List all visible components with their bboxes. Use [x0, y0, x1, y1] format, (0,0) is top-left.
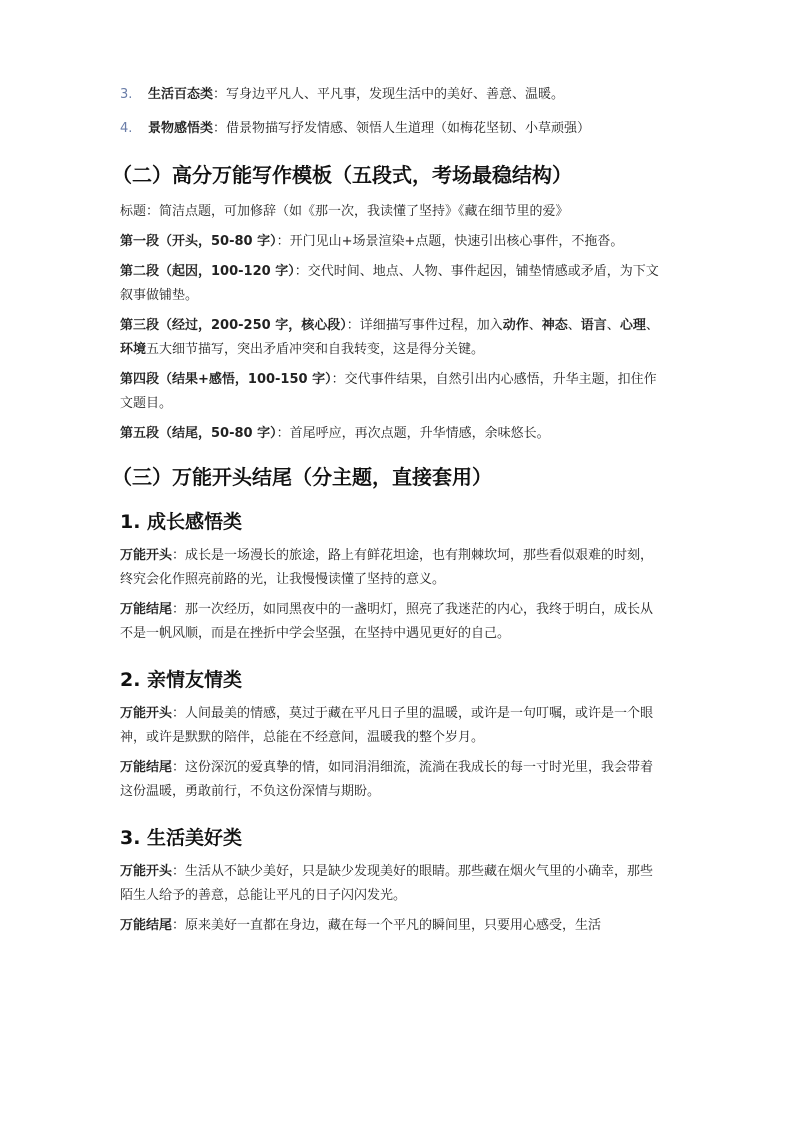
list-number: 4. [120, 121, 133, 136]
paragraph-2-tip: 第二段（起因，100-120 字）：交代时间、地点、人物、事件起因，铺垫情感或矛盾，为下文叙事做铺垫。 [120, 264, 659, 303]
list-term: 景物感悟类 [148, 121, 214, 136]
paragraph-1-tip: 第一段（开头，50-80 字）：开门见山+场景渲染+点题，快速引出核心事件，不拖沓。 [120, 234, 624, 249]
theme-opening: 万能开头：人间最美的情感，莫过于藏在平凡日子里的温暖，或许是一句叮嘱，或许是一个眼神，或许是默默的陪伴，总能在不经意间，温暖我的整个岁月。 [120, 706, 654, 745]
theme-heading: 1. 成长感悟类 [120, 511, 243, 533]
theme-heading: 3. 生活美好类 [120, 827, 243, 849]
paragraph-3-tip: 第三段（经过，200-250 字，核心段）：详细描写事件过程，加入动作、神态、语言、心理、环境五大细节描写，突出矛盾冲突和自我转变，这是得分关键。 [120, 318, 659, 357]
list-item [120, 120, 660, 138]
theme-ending: 万能结尾：那一次经历，如同黑夜中的一盏明灯，照亮了我迷茫的内心，我终于明白，成长从不是一帆风顺，而是在挫折中学会坚强，在坚持中遇见更好的自己。 [120, 602, 654, 641]
page-content [112, 86, 660, 944]
paragraph-5-tip: 第五段（结尾，50-80 字）：首尾呼应，再次点题，升华情感，余味悠长。 [120, 426, 550, 441]
theme-ending: 万能结尾：这份深沉的爱真挚的情，如同涓涓细流，流淌在我成长的每一寸时光里，我会带着这份温暖，勇敢前行，不负这份深情与期盼。 [120, 760, 654, 799]
list-desc: ：借景物描写抒发情感、领悟人生道理（如梅花坚韧、小草顽强） [213, 121, 591, 136]
list-number: 3. [120, 87, 133, 102]
theme-ending: 万能结尾：原来美好一直都在身边，藏在每一个平凡的瞬间里，只要用心感受，生活 [120, 918, 602, 933]
theme-opening: 万能开头：生活从不缺少美好，只是缺少发现美好的眼睛。那些藏在烟火气里的小确幸，那些陌生人给予的善意，总能让平凡的日子闪闪发光。 [120, 864, 654, 903]
list-term: 生活百态类 [148, 87, 214, 102]
paragraph-4-tip: 第四段（结果+感悟，100-150 字）：交代事件结果，自然引出内心感悟，升华主题，扣住作文题目。 [120, 372, 657, 411]
section-heading-template: （二）高分万能写作模板（五段式，考场最稳结构） [112, 163, 572, 187]
theme-opening: 万能开头：成长是一场漫长的旅途，路上有鲜花坦途，也有荆棘坎坷，那些看似艰难的时刻，终究会化作照亮前路的光，让我慢慢读懂了坚持的意义。 [120, 548, 654, 587]
title-tip: 标题：简洁点题，可加修辞（如《那一次，我读懂了坚持》《藏在细节里的爱》 [120, 204, 569, 219]
section-heading-openings: （三）万能开头结尾（分主题，直接套用） [112, 465, 492, 489]
theme-heading: 2. 亲情友情类 [120, 669, 243, 691]
list-item [120, 86, 660, 104]
list-desc: ：写身边平凡人、平凡事，发现生活中的美好、善意、温暖。 [213, 87, 565, 102]
